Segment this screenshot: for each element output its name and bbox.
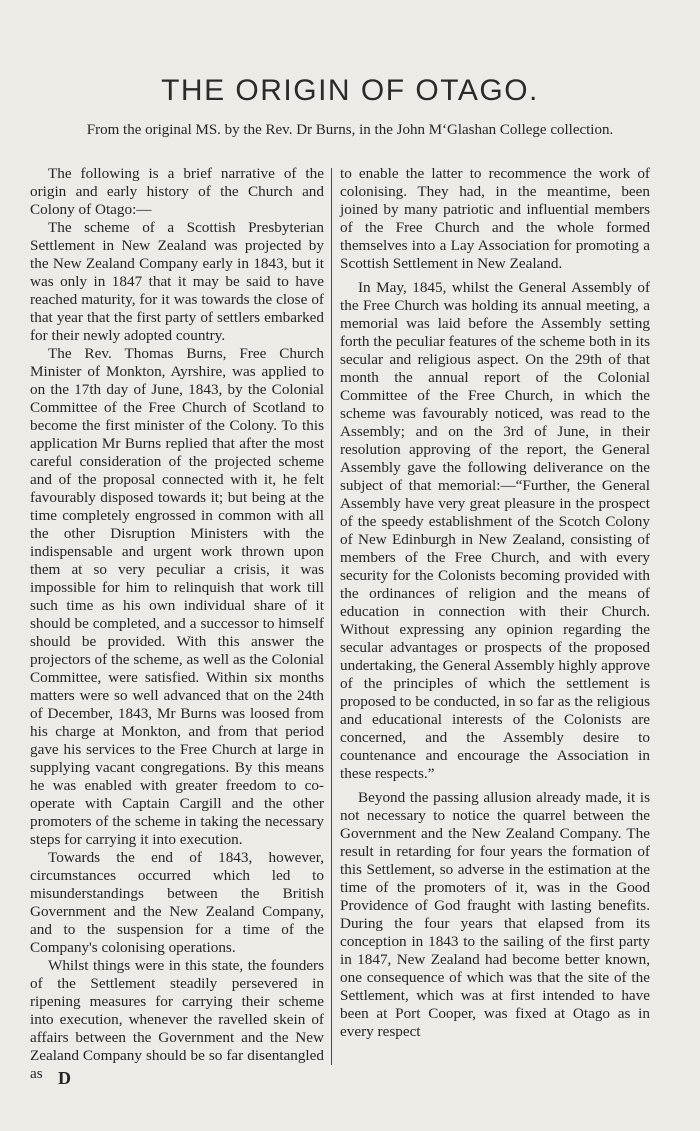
paragraph: Whilst things were in this state, the founders of the Settlement steadily persevered in ripening measures for carrying their scheme into execution, whenever the ravelled skein of affairs between the Government and the New Zealand Company should be so far disentangled as (30, 957, 324, 1082)
paragraph: The Rev. Thomas Burns, Free Church Minister of Monkton, Ayrshire, was applied to on the 17th day of June, 1843, by the Colonial Committee of the Free Church of Scotland to become the first minister of the Colony. To this application Mr Burns replied that after the most careful consideration of the projected scheme and of the proposal connected with it, he felt favourably disposed towards it; but being at the time completely engrossed in common with all the other Disruption Ministers with the indispensable and urgent work thrown upon them at so very peculiar a crisis, it was impossible for him to relinquish that work till such time as his own individual share of it should be completed, and a successor to himself should be provided. With this answer the projectors of the scheme, as well as the Colonial Committee, were satisfied. Within six months matters were so well advanced that on the 24th of December, 1843, Mr Burns was loosed from his charge at Monkton, and from that period gave his services to the Free Church at large in supplying vacant congregations. By this means he was enabled with greater freedom to co-operate with Captain Cargill and the other promoters of the scheme in taking the necessary steps for carrying it into execution. (30, 345, 324, 848)
signature-mark: D (58, 1068, 72, 1088)
article-subtitle: From the original MS. by the Rev. Dr Burns, in the John M‘Glashan College collection. (86, 122, 614, 138)
paragraph: Towards the end of 1843, however, circumstances occurred which led to misunderstandings between the British Government and the New Zealand Company, and to the suspension for a time of the Company's colonising operations. (30, 849, 324, 956)
right-column (340, 165, 650, 1041)
left-column (30, 165, 324, 1083)
paragraph: to enable the latter to recommence the work of colonising. They had, in the meantime, been joined by many patriotic and influential members of the Free Church and the whole formed themselves into a Lay Association for promoting a Scottish Settlement in New Zealand. (340, 165, 650, 272)
column-divider (331, 168, 332, 1065)
paragraph: Beyond the passing allusion already made, it is not necessary to notice the quarrel between the Government and the New Zealand Company. The result in retarding for four years the formation of this Settlement, so adverse in the estimation at the time of the promoters of it, was in the Good Providence of God fraught with lasting benefits. During the four years that elapsed from its conception in 1843 to the sailing of the first party in 1847, New Zealand had become better known, one consequence of which was that the site of the Settlement, which was at first intended to have been at Port Cooper, was fixed at Otago as in every respect (340, 789, 650, 1040)
article-title: THE ORIGIN OF OTAGO. (161, 74, 539, 107)
paragraph: The scheme of a Scottish Presbyterian Settlement in New Zealand was projected by the New Zealand Company early in 1843, but it was only in 1847 that it may be said to have reached maturity, for it was towards the close of that year that the first party of settlers embarked for their newly adopted country. (30, 219, 324, 344)
paragraph: In May, 1845, whilst the General Assembly of the Free Church was holding its annual meeting, a memorial was laid before the Assembly setting forth the peculiar features of the scheme both in its secular and religious aspect. On the 29th of that month the annual report of the Colonial Committee of the Free Church, in which the scheme was favourably noticed, was read to the Assembly; and on the 3rd of June, in their resolution approving of the report, the General Assembly gave the following deliverance on the subject of that memorial:—“Further, the General Assembly have very great pleasure in the prospect of the speedy establishment of the Scotch Colony of New Edinburgh in New Zealand, consisting of members of the Free Church, and with every security for the Colonists becoming provided with the ordinances of religion and the means of education in connection with their Church. Without expressing any opinion regarding the secular advantages or prospects of the proposed undertaking, the General Assembly highly approve of the principles of which the settlement is proposed to be conducted, in so far as the religious and educational interests of the Colonists are concerned, and the Assembly desire to countenance and encourage the Association in these respects.” (340, 279, 650, 782)
paragraph: The following is a brief narrative of the origin and early history of the Church and Colony of Otago:— (30, 165, 324, 218)
